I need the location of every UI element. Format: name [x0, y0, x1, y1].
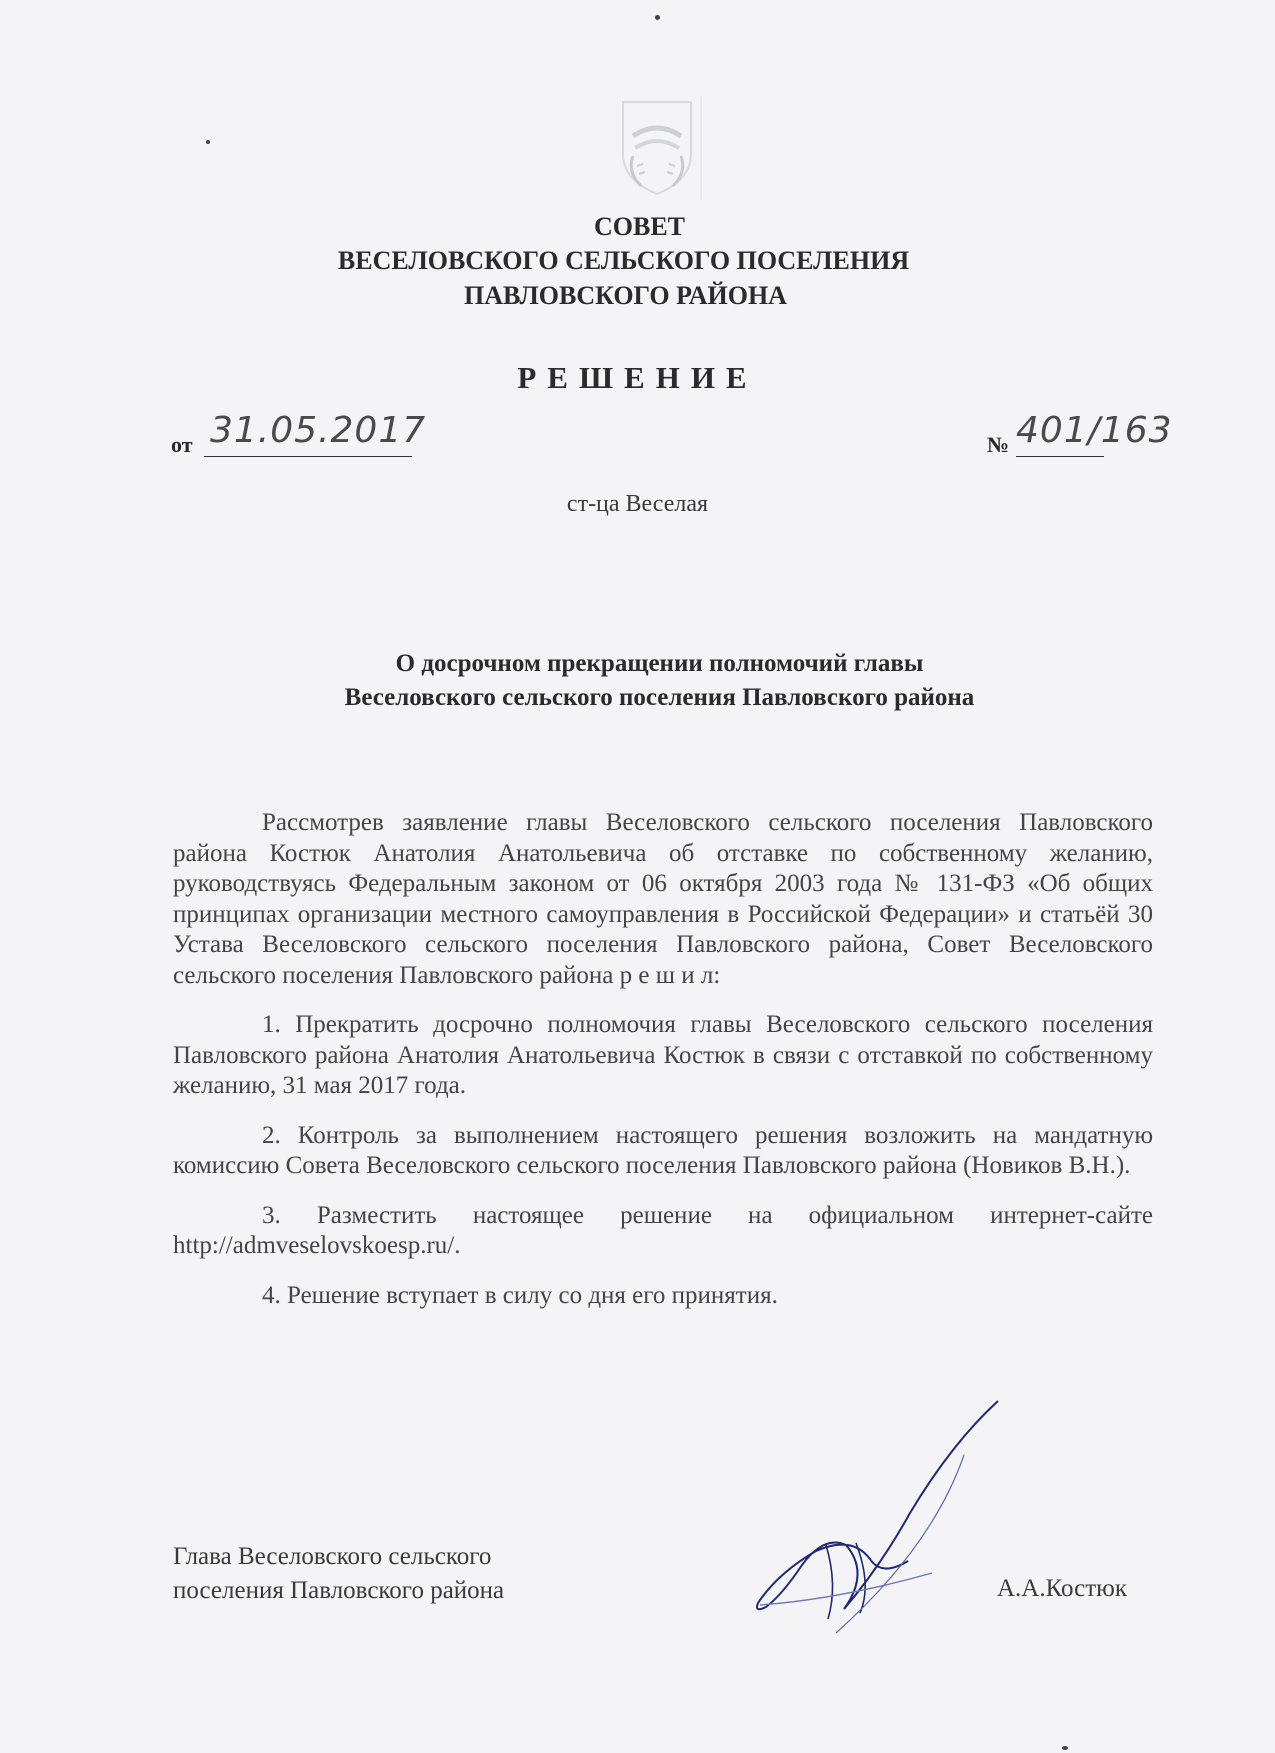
clause-4-paragraph: 4. Решение вступает в силу со дня его принятия. [262, 1281, 778, 1309]
handwritten-number: 401/163 [1016, 410, 1173, 451]
date-label: от [171, 432, 193, 457]
signatory-title [173, 1540, 504, 1608]
scan-speck [206, 140, 210, 144]
subject-line-1: О досрочном прекращении полномочий главы [395, 650, 924, 677]
council-name-line-1: СОВЕТ [593, 212, 686, 241]
subject-line-2: Веселовского сельского поселения Павловского района [344, 684, 975, 711]
clause-3-paragraph: 3. Разместить настоящее решение на официальном интернет-сайте http://admveselovskoesp.ru/. [173, 1201, 1153, 1259]
number-underline [1016, 456, 1104, 457]
handwritten-signature-icon [720, 1395, 1020, 1635]
decision-body [173, 808, 1153, 1311]
council-name-line-2: ВЕСЕЛОВСКОГО СЕЛЬСКОГО ПОСЕЛЕНИЯ [337, 246, 910, 275]
council-name-line-3: ПАВЛОВСКОГО РАЙОНА [464, 281, 787, 310]
signatory-title-line-1: Глава Веселовского сельского [173, 1543, 492, 1570]
signatory-title-line-2: поселения Павловского района [173, 1577, 505, 1604]
scan-speck [1062, 1746, 1068, 1750]
scan-speck [655, 15, 660, 20]
preamble-paragraph: Рассмотрев заявление главы Веселовского сельского поселения Павловского района Костюк Анатолия Анатольевича об отставке по собственному желанию, руководствуясь Федеральным законом от 06 октября 2003 года № 131-ФЗ «Об общих принципах организации местного самоуправления в Российской Федерации» и статьёй 30 Устава Веселовского сельского поселения Павловского района, Совет Веселовского сельского поселения Павловского района р е ш и л: [173, 809, 1153, 989]
document-type-title: РЕШЕНИЕ [517, 360, 758, 395]
date-underline [204, 456, 412, 457]
coat-of-arms-icon [607, 96, 705, 200]
handwritten-date: 31.05.2017 [210, 410, 427, 451]
clause-2-paragraph: 2. Контроль за выполнением настоящего решения возложить на мандатную комиссию Совета Веселовского сельского поселения Павловского района (Новиков В.Н.). [173, 1121, 1153, 1179]
place-of-issue: ст-ца Веселая [566, 491, 709, 517]
number-label: № [987, 432, 1010, 457]
clause-1-paragraph: 1. Прекратить досрочно полномочия главы Веселовского сельского поселения Павловского района Анатолия Анатольевича Костюк в связи с отставкой по собственному желанию, 31 мая 2017 года. [173, 1011, 1153, 1099]
signatory-name: А.А.Костюк [997, 1575, 1128, 1602]
